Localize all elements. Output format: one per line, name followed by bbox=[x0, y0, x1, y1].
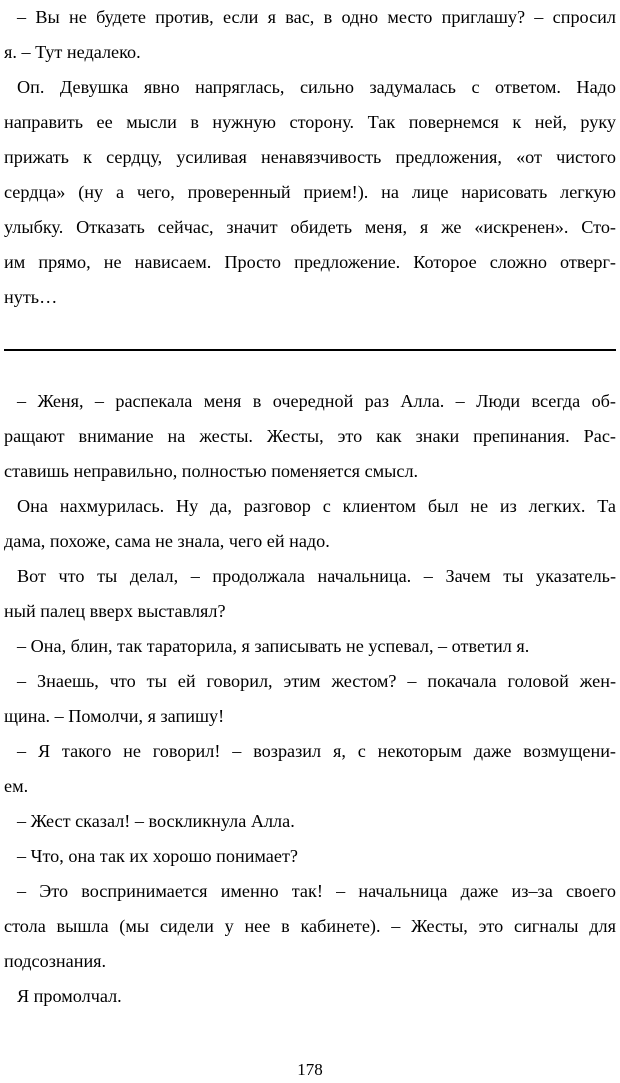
page-number: 178 bbox=[297, 1060, 323, 1079]
text-line: им прямо, не нависаем. Просто предложение. Которое сложно отверг- bbox=[4, 252, 616, 272]
text-line: дама, похоже, сама не знала, чего ей надо. bbox=[4, 531, 330, 551]
text-line: Оп. Девушка явно напряглась, сильно задумалась с ответом. Надо bbox=[17, 77, 616, 97]
text-line: подсознания. bbox=[4, 951, 107, 971]
text-line: – Это воспринимается именно так! – начальница даже из–за своего bbox=[17, 881, 616, 901]
paragraph bbox=[4, 979, 616, 1014]
section-divider bbox=[4, 349, 616, 351]
text-line: ный палец вверх выставлял? bbox=[4, 601, 226, 621]
paragraph bbox=[4, 0, 616, 70]
text-block-bottom bbox=[4, 384, 616, 1014]
paragraph bbox=[4, 734, 616, 804]
text-line: Она нахмурилась. Ну да, разговор с клиентом был не из легких. Та bbox=[17, 496, 616, 516]
paragraph bbox=[4, 664, 616, 734]
text-line: сердца» (ну а чего, проверенный прием!). на лице нарисовать легкую bbox=[4, 182, 616, 202]
text-line: ем. bbox=[4, 776, 29, 796]
text-line: ставишь неправильно, полностью поменяется смысл. bbox=[4, 461, 419, 481]
text-block-top bbox=[4, 0, 616, 315]
text-line: я. – Тут недалеко. bbox=[4, 42, 141, 62]
text-line: – Вы не будете против, если я вас, в одно место приглашу? – спросил bbox=[17, 7, 616, 27]
text-line: Вот что ты делал, – продолжала начальница. – Зачем ты указатель- bbox=[17, 566, 616, 586]
text-line: улыбку. Отказать сейчас, значит обидеть меня, я же «искренен». Сто- bbox=[4, 217, 616, 237]
text-line: направить ее мысли в нужную сторону. Так повернемся к ней, руку bbox=[4, 112, 616, 132]
paragraph bbox=[4, 384, 616, 489]
text-line: Я промолчал. bbox=[17, 986, 122, 1006]
text-line: – Женя, – распекала меня в очередной раз Алла. – Люди всегда об- bbox=[17, 391, 616, 411]
text-line: – Жест сказал! – воскликнула Алла. bbox=[17, 811, 295, 831]
paragraph bbox=[4, 804, 616, 839]
text-line: – Я такого не говорил! – возразил я, с некоторым даже возмущени- bbox=[17, 741, 616, 761]
paragraph bbox=[4, 489, 616, 559]
text-line: – Она, блин, так тараторила, я записывать не успевал, – ответил я. bbox=[17, 636, 530, 656]
text-line: – Знаешь, что ты ей говорил, этим жестом? – покачала головой жен- bbox=[17, 671, 616, 691]
text-line: прижать к сердцу, усиливая ненавязчивость предложения, «от чистого bbox=[4, 147, 616, 167]
paragraph bbox=[4, 839, 616, 874]
text-line: ращают внимание на жесты. Жесты, это как знаки препинания. Рас- bbox=[4, 426, 616, 446]
paragraph bbox=[4, 70, 616, 315]
paragraph bbox=[4, 874, 616, 979]
paragraph bbox=[4, 559, 616, 629]
text-line: нуть… bbox=[4, 287, 58, 307]
text-line: щина. – Помолчи, я запишу! bbox=[4, 706, 225, 726]
text-line: стола вышла (мы сидели у нее в кабинете). – Жесты, это сигналы для bbox=[4, 916, 616, 936]
paragraph bbox=[4, 629, 616, 664]
text-line: – Что, она так их хорошо понимает? bbox=[17, 846, 298, 866]
